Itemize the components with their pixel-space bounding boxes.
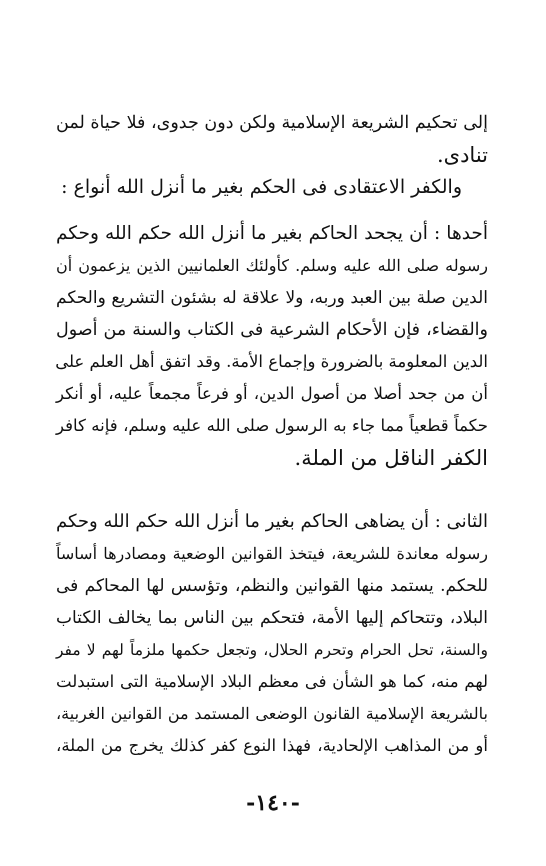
text-line: لهم منه، كما هو الشأن فى معظم البلاد الإسلامية التى استبدلت <box>56 672 488 691</box>
text-line: حكماً قطعياً مما جاء به الرسول صلى الله عليه وسلم، فإنه كافر <box>56 416 488 435</box>
text-line: والسنة، تحل الحرام وتحرم الحلال، وتجعل حكمها ملزماً لهم لا مفر <box>56 641 488 659</box>
text-line: الكفر الناقل من الملة. <box>294 446 488 470</box>
text-line: والقضاء، فإن الأحكام الشرعية فى الكتاب والسنة من أصول <box>56 320 488 340</box>
text-line: تنادى. <box>436 143 488 167</box>
text-line: أن من جحد أصلا من أصول الدين، أو فرعاً مجمعاً عليه، أو أنكر <box>56 384 488 403</box>
text-line: أحدها : أن يجحد الحاكم بغير ما أنزل الله حكم الله وحكم <box>56 223 488 244</box>
text-line: الدين المعلومة بالضرورة وإجماع الأمة. وقد اتفق أهل العلم على <box>55 352 488 371</box>
text-line: الثانى : أن يضاهى الحاكم بغير ما أنزل الله حكم الله وحكم <box>56 511 488 532</box>
text-line: للحكم. يستمد منها القوانين والنظم، وتؤسس لها المحاكم فى <box>56 576 488 596</box>
page-number: -١٤٠- <box>246 790 300 816</box>
text-line: بالشريعة الإسلامية القانون الوضعى المستمد من القوانين الغربية، <box>56 704 488 723</box>
text-line: أو من المذاهب الإلحادية، فهذا النوع كفر كذلك يخرج من الملة، <box>56 736 488 755</box>
text-line: رسوله صلى الله عليه وسلم. كأولئك العلمانيين الذين يزعمون أن <box>56 256 489 275</box>
text-line: الدين صلة بين العبد وربه، ولا علاقة له بشئون التشريع والحكم <box>56 288 488 308</box>
text-line: رسوله معاندة للشريعة، فيتخذ القوانين الوضعية ومصادرها أساساً <box>56 544 488 563</box>
text-line: البلاد، وتتحاكم إليها الأمة، فتحكم بين الناس بما يخالف الكتاب <box>56 608 488 628</box>
text-line: والكفر الاعتقادى فى الحكم بغير ما أنزل الله أنواع : <box>61 176 462 198</box>
text-line: إلى تحكيم الشريعة الإسلامية ولكن دون جدوى، فلا حياة لمن <box>56 113 488 133</box>
